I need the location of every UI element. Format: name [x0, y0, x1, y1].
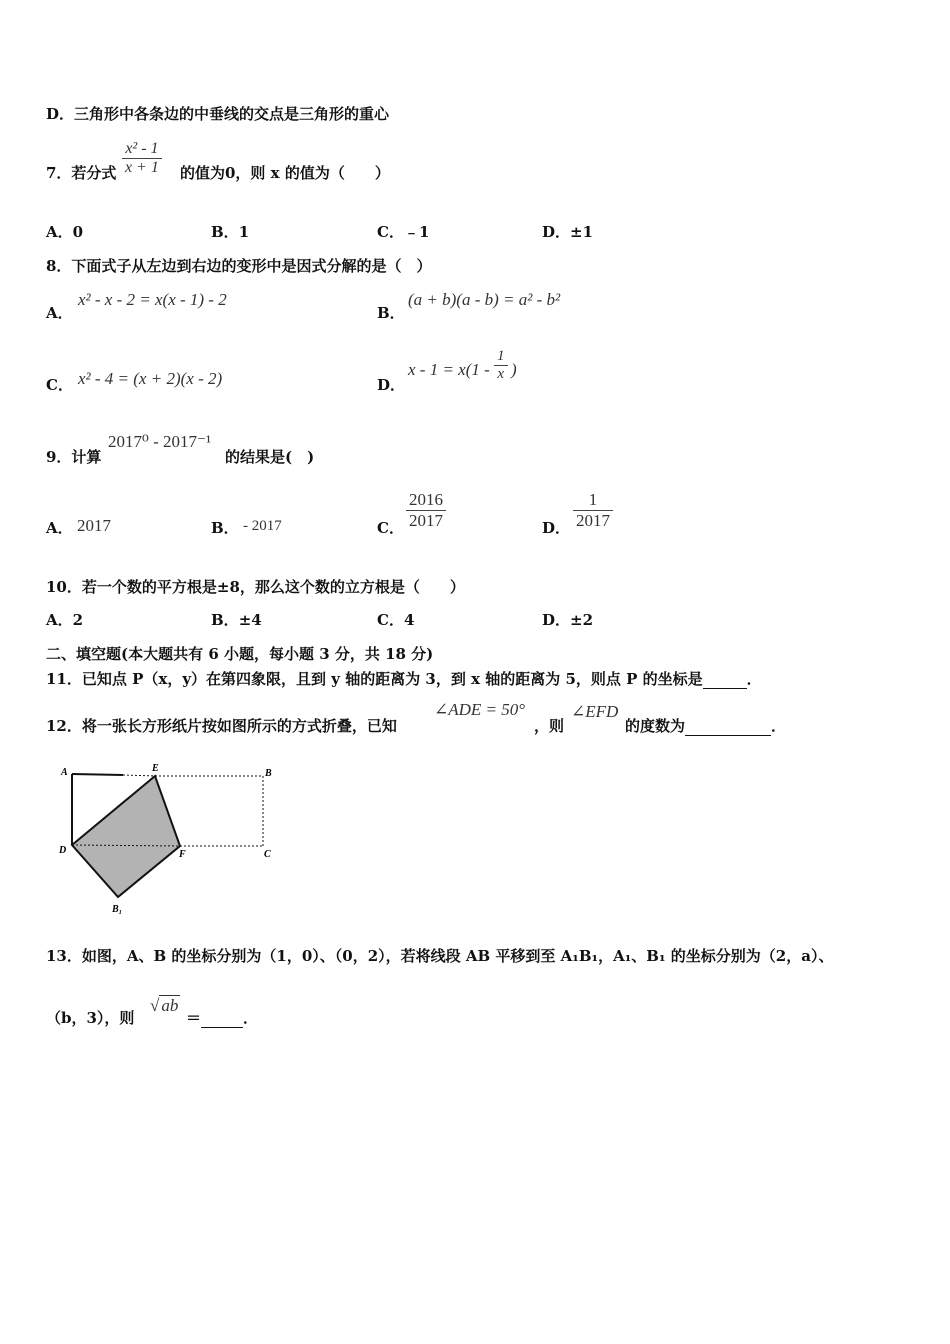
q13-sqrt [150, 996, 180, 1016]
q7-option-c: C．﹣1 [377, 223, 430, 241]
q8-option-d-label: D． [377, 376, 406, 394]
q8-option-c-expr: x² - 4 = (x + 2)(x - 2) [78, 369, 223, 388]
q7-prefix: 7．若分式 [46, 164, 117, 182]
q10-option-b: B．±4 [211, 611, 262, 629]
q13-sqrt-radicand: ab [161, 996, 179, 1015]
q9-suffix: 的结果是( ) [225, 448, 315, 466]
q12-mid: ，则 [534, 717, 565, 735]
q12-angle-ade: ∠ADE = 50° [434, 700, 526, 719]
q8-option-b-expr: (a + b)(a - b) = a² - b² [408, 290, 561, 309]
q12-prefix: 12．将一张长方形纸片按如图所示的方式折叠，已知 [46, 717, 397, 735]
q9-option-b-label: B． [211, 519, 239, 537]
q9-option-b-value: - 2017 [243, 518, 282, 534]
q13-blank [201, 1027, 243, 1028]
label-b1: B₁ [112, 904, 123, 915]
label-b: B [265, 768, 272, 779]
q7-option-b: B．1 [211, 223, 250, 241]
q9-option-d-fraction: $\frac{1}{2017}$ [573, 490, 613, 531]
section-title: 二、填空题(本大题共有 6 小题，每小题 3 分，共 18 分) [46, 645, 434, 663]
fold-figure [56, 760, 296, 920]
q8-option-d-expr: x - 1 = x(1 - [408, 360, 490, 379]
label-e: E [152, 763, 159, 774]
q7-fraction [122, 140, 162, 177]
q11: 11．已知点 P（x，y）在第四象限，且到 y 轴的距离为 3，到 x 轴的距离为 5，则点 P 的坐标是 ． [46, 670, 762, 688]
folded-region [72, 776, 180, 897]
q9-option-a-value: 2017 [77, 516, 111, 535]
label-d: D [59, 845, 67, 856]
q8-option-a-expr: x² - x - 2 = x(x - 1) - 2 [78, 290, 227, 309]
q8-option-c-label: C． [46, 376, 73, 394]
q13-answer: ＝ ． [186, 1009, 259, 1027]
q13-line2-prefix: （b，3），则 [46, 1009, 135, 1027]
q9-option-a-label: A． [46, 519, 73, 537]
sqrt-sign-icon: √ [150, 996, 160, 1015]
q9-option-d-label: D． [542, 519, 571, 537]
q12-angle-efd: ∠EFD [571, 702, 619, 721]
q10-option-c: C．4 [377, 611, 415, 629]
q10-option-a: A．2 [46, 611, 84, 629]
q9-expr: 2017⁰ - 2017⁻¹ [108, 432, 212, 451]
q10-option-d: D．±2 [542, 611, 594, 629]
q9-option-c-label: C． [377, 519, 404, 537]
q7-denominator: x + 1 [125, 159, 159, 176]
q10-stem: 10．若一个数的平方根是±8，那么这个数的立方根是（ ） [46, 578, 465, 596]
q7-option-d: D．±1 [542, 223, 594, 241]
q7-option-a: A．0 [46, 223, 84, 241]
q13-line1: 13．如图，A、B 的坐标分别为（1，0）、（0，2），若将线段 AB 平移到至 A₁B₁，A₁、B₁ 的坐标分别为（2，a）、 [46, 947, 834, 965]
q11-blank [703, 688, 747, 689]
q9-prefix: 9．计算 [46, 448, 102, 466]
label-c: C [264, 849, 271, 860]
edge-ae-dotted [123, 775, 155, 776]
q8-option-a-label: A． [46, 304, 73, 322]
q7-numerator: x² - 1 [122, 140, 162, 159]
q8-option-d-tail: ) [511, 360, 517, 379]
q6-option-d: D．三角形中各条边的中垂线的交点是三角形的重心 [46, 105, 390, 123]
q12-blank [685, 735, 771, 736]
q9-option-c-fraction: $\frac{2016}{2017}$ [406, 490, 446, 531]
edge-ae [72, 774, 123, 775]
q8-stem: 8．下面式子从左边到右边的变形中是因式分解的是（ ） [46, 257, 432, 275]
q12-suffix: 的度数为 ． [625, 717, 787, 735]
q7-suffix: 的值为0，则 x 的值为（ ） [180, 164, 390, 182]
label-a: A [61, 767, 68, 778]
q8-option-d-fraction: $\frac{1}{x}$ [494, 348, 508, 383]
label-f: F [179, 849, 186, 860]
q8-option-b-label: B． [377, 304, 405, 322]
